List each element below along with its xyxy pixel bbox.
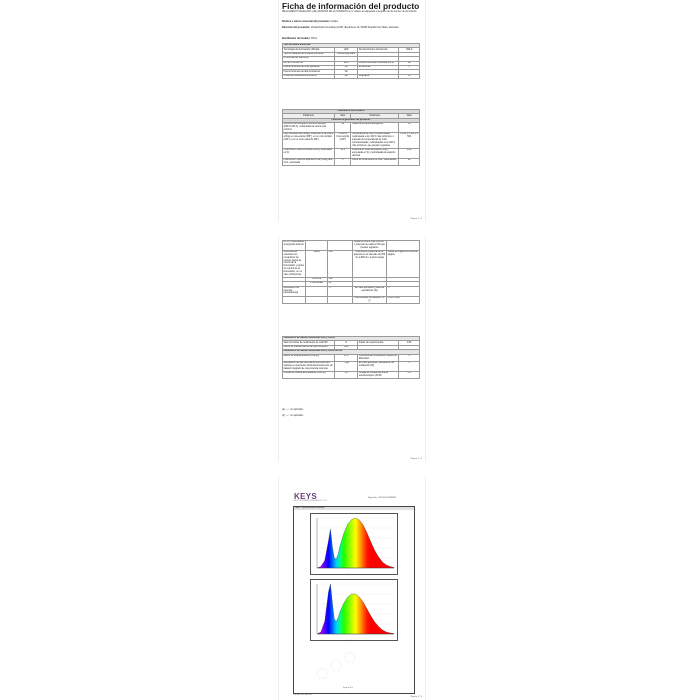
table-row [283,250,420,277]
table-cell: Regulable: [358,74,399,78]
light-source-type-table [282,43,420,79]
table-cell: 0,93 [335,345,358,349]
table-cell: Índice de rendimiento de color, redondeado [351,158,399,165]
table-cell: Potencia en modo de espera en red (Pnet) para CLS, expresada [283,158,335,165]
table-row [283,123,420,133]
address-value: shutterstock Consulting GmbH, Beethoven 16, 60325 Frankfurt am Main, Alemania [310,26,399,29]
spectrum-area [317,584,394,634]
table-cell: —(a) [335,361,358,371]
table-cell: 14 [335,123,351,133]
table-cell: MLS [335,61,358,65]
table-cell: De red o no de red: [283,61,335,65]
model-label: Identificador del modelo: [282,37,311,40]
watermark: ⬡ ⬡ ⬡ [312,647,360,684]
spectrum-chart-1-frame [310,513,398,575]
supplier-value: ledslux [330,20,339,23]
table-row [283,133,420,149]
mains-section-heading: Parámetros de fuentes luminosas LED y OLED de red: [283,350,420,354]
led-section-heading: Parámetros de fuentes luminosas LED y OLED: [283,337,420,341]
spectrum-chart-1 [311,514,397,574]
table-cell: Connecting leads [335,52,358,56]
table-row [283,286,420,296]
page-title: Ficha de información del producto [282,1,420,11]
footer-left: TRF No.: IEC 62471B [293,694,312,696]
table-cell: Factor de mantenimiento del flujo luminoso [283,345,335,349]
datasheet-page-3 [278,476,426,700]
params-header-cell: Valor [335,114,351,118]
dimensions-table [282,240,420,304]
page-number: Página 2 / 3 [410,458,422,460]
table-cell: NDLS [399,48,420,52]
type-rows [283,48,420,79]
datasheet-page-2 [278,236,426,462]
params-header-cell: Valor [399,114,420,118]
table-cell: Tipo de casquillo de la fuente luminosa [283,52,335,56]
footnote: (b) '—': no aplicable; [282,414,304,417]
table-cell: — [399,361,420,371]
x-axis-label: λ(nm) [346,574,351,576]
led-parameters-table [282,336,420,379]
table-cell: Fuente luminosa de alta luminancia: [283,70,335,74]
table-cell: Fuente luminosa conectada (CLS): [358,61,399,65]
table-cell: Protección antideslumbramiento: [283,74,335,78]
table-cell: Declaración de potencia equivalente(a) [283,286,306,296]
table-cell: — [335,158,351,165]
table-cell: — [387,286,420,296]
table-row [283,74,420,78]
table-cell: E [399,123,420,133]
regulation-text: REGLAMENTO DELEGADO (UE) 2019/2015 DE LA COMISIÓN en lo relativo al etiquetado energético de las fuentes de iluminación [282,11,417,13]
table-cell [328,241,353,251]
x-axis-label: λ(nm) [346,640,351,642]
table-cell: 2 900 y 4 300 y 6 500 [399,133,420,149]
table-cell [306,286,328,296]
table-cell: No [399,61,420,65]
table-cell [306,296,328,303]
table-cell: (u otra interfaz eléctrica) [283,57,335,61]
spectrum-chart-2 [311,580,397,640]
table-row [283,361,420,371]
table-cell: 50 [328,282,353,286]
spectrum-area [317,518,394,568]
table-cell: 13,6 [335,148,351,158]
params-header-cell: Parámetro [351,114,399,118]
table-cell: No direccional o direccional: [358,48,399,52]
table-cell: Flujo luminoso útil (Φuse), indicando si se refiere al flujo en una esfera (360°), en un cono amplio (120°) o en un cono estrecho (90°) [283,133,335,149]
table-cell: En caso afirmativo, potencia equivalente (W) [352,286,386,296]
table-cell: Consumo de energía en modo encendido (kWh/1 000 h), redondeado al entero más próximo [283,123,335,133]
table-cell: 300 [328,277,353,281]
spectrum-report-panel [293,506,415,694]
table-cell: Temperatura de color correlacionada, redondeada a los 100 K más próximos, o intervalo de temperaturas de color correlacionadas, redondeadas a los 100 K más próximos, que pueden regularse [351,133,399,149]
supplier-line [282,20,420,23]
params-section-heading: Parámetros del producto [283,110,420,114]
table-cell: Clase de eficiencia energética [351,123,399,133]
table-cell: 8 [335,341,358,345]
general-rows [283,123,420,166]
table-cell: 300 [328,250,353,277]
table-cell: Factor de desplazamiento (cos φ1) [283,354,335,361]
table-cell: 6 [399,354,420,361]
page-number: Página 3 / 3 [410,696,422,698]
table-cell: Dimensiones exteriores sin mecanismo de control, partes de control de la iluminación y partes sin control de la iluminación, en su caso (milímetros) [283,251,304,276]
table-cell: Profundidad [306,282,328,286]
report-number: Report No.: 0171021-270385PE1 [368,497,397,499]
table-cell: Potencia en modo de espera (Psb), expresada en W y redondeada al segundo decimal [351,148,399,158]
general-section-heading: Parámetros generales del producto: [283,118,420,122]
table-cell: Coordenadas cromáticas (x e y) [352,296,386,303]
table-cell: Véase la imagen en la última página [387,250,420,277]
table-cell: Unidad de medida del parpadeo (Pst LM) [283,371,335,378]
footnote: (a) '—': no aplicable; [282,408,304,411]
table-cell: 0,9 [399,371,420,378]
mains-rows [283,354,420,378]
table-cell: Anchura [306,277,328,281]
table-cell: Potencia en modo encendido (Pon), expresada en W [283,148,335,158]
type-section-heading: Tipo de fuente luminosa: [283,44,420,48]
footer-center: Page 4 of 8 [343,687,353,689]
dimension-rows [283,241,420,304]
table-row [283,158,420,165]
table-cell [306,241,328,251]
keys-logo-subtitle: KEYS INSTRUMENTS (ZHEJIANG) CO., LTD. [294,501,328,502]
model-value: TR12 [311,37,317,40]
keys-logo: KEYS [294,492,317,501]
table-cell [283,296,306,303]
table-cell: 0,310 0,320 [387,296,420,303]
table-cell: Distribución espectral de la potencia en el intervalo de 250 nm a 800 nm, a plena carga [352,250,386,277]
table-cell: 80 [399,158,420,165]
table-row [283,148,420,158]
table-cell: 0,72 [335,354,358,361]
table-cell: desde el entero más próximo, o intervalo de valores CRI que pueden regularse [354,241,385,249]
table-cell: 0,00 [399,148,420,158]
table-cell: 1,0 [335,371,358,378]
table-cell: Fuente luminosa de color ajustable: [283,65,335,69]
table-cell: No [335,74,358,78]
params-header-cell: Parámetro [283,114,335,118]
table-cell: 1 063 en Cono amplio (120°) [335,133,351,149]
table-cell: No [335,65,358,69]
table-row [283,354,420,361]
table-cell: Valor del índice de rendimiento de color R9 [283,341,335,345]
led-rows [283,341,420,350]
table-cell: No [335,70,358,74]
table-cell: Altura [306,250,328,277]
table-row [283,241,420,251]
table-cell: Envolvente: [358,65,399,69]
product-parameters-table [282,109,420,166]
table-cell: Sí [399,74,420,78]
supplier-label: Nombre o marca comercial del proveedor: [282,20,330,23]
address-line [282,26,420,29]
table-cell: Declaración de que una fuente luminosa LED sustituye a una fuente luminosa fluorescente sin balasto integrado de una potencia concreta [283,362,333,370]
table-cell: — [328,286,353,296]
table-cell: en W y redondeada al segundo decimal [283,241,306,251]
page-number: Página 1 / 2 [410,218,422,220]
table-cell: Factor de supervivencia [358,341,399,345]
table-row [283,296,420,303]
datasheet-page-1 [278,0,426,222]
table-cell [387,241,420,251]
table-cell: — [399,65,420,69]
spectrum-chart-2-frame [310,579,398,641]
table-cell: Tecnología de iluminación utilizada: [283,48,335,52]
model-line [282,37,420,40]
table-cell: LED [335,48,358,52]
table-cell: En caso afirmativo, declaración de sustitución (W) [358,361,399,371]
panel-header: Table 1: Spectral power distribution [294,507,414,510]
table-cell: Consistencia cromática en elipses de MacAdam [358,354,399,361]
table-cell: Unidad de medida del efecto estroboscópico (SVM) [358,371,399,378]
address-label: Dirección del proveedor: [282,26,311,29]
table-row [283,371,420,378]
table-cell: 0,90 [399,341,420,345]
table-cell [328,296,353,303]
